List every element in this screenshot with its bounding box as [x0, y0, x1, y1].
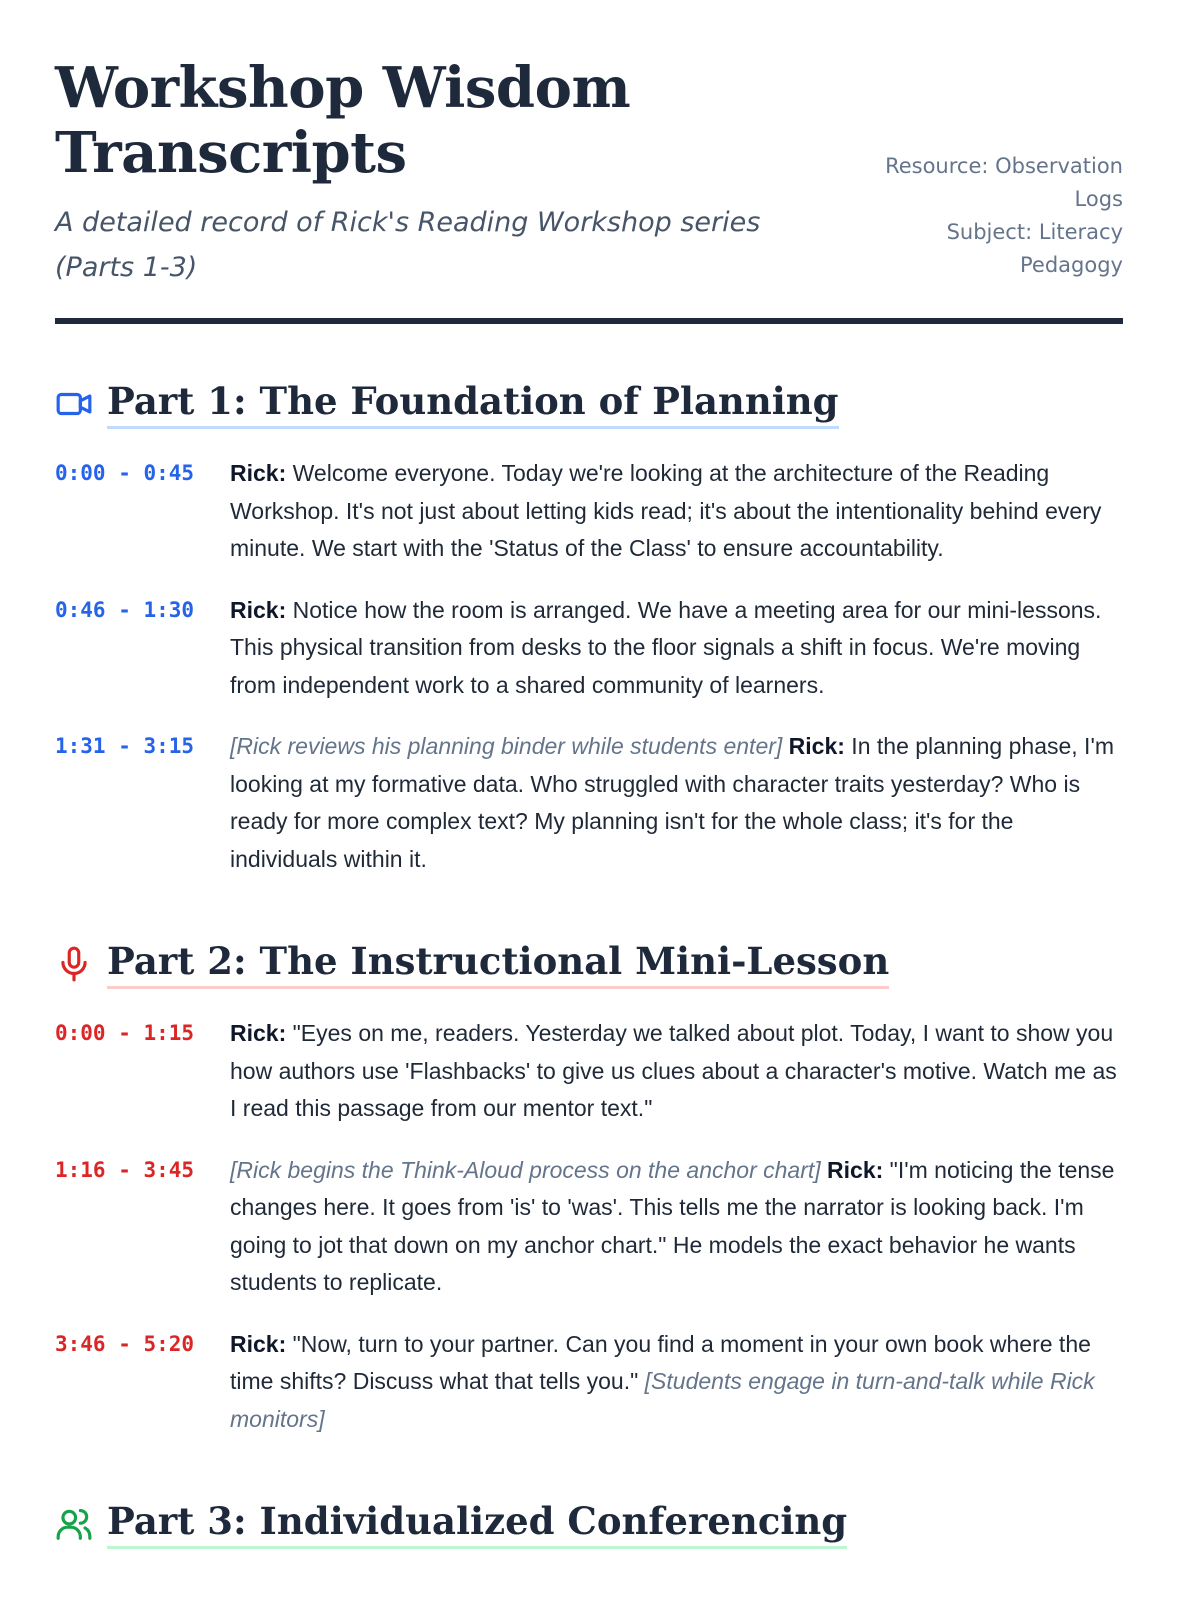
- transcript-text: [230, 728, 1123, 878]
- speaker-label: Rick:: [230, 1020, 287, 1046]
- part-1-section: [55, 378, 1123, 878]
- part-3-heading: [55, 1498, 1123, 1549]
- part-2-title: Part 2: The Instructional Mini-Lesson: [107, 938, 889, 989]
- part-3-section: [55, 1498, 1123, 1549]
- speaker-label: Rick:: [230, 460, 287, 486]
- speaker-label: Rick:: [827, 1156, 884, 1183]
- part-2-section: [55, 938, 1123, 1438]
- transcript-entry: [55, 1152, 1123, 1302]
- document-header: [55, 0, 1123, 324]
- transcript-entry: [55, 1015, 1123, 1128]
- page-title: [55, 56, 815, 186]
- dialogue: "Eyes on me, readers. Yesterday we talked about plot. Today, I want to show you how authors use 'Flashbacks' to give us clues about a character's motive. Watch me as I read this passage from our mentor text.": [230, 1020, 1117, 1121]
- timestamp: 0:00 - 1:15: [55, 1021, 195, 1045]
- speaker-label: Rick:: [230, 1330, 287, 1357]
- speaker-label: Rick:: [230, 596, 287, 623]
- transcript-entry: [55, 1326, 1123, 1439]
- part-2-heading: [55, 938, 1123, 989]
- page-subtitle: A detailed record of Rick's Reading Workshop series (Parts 1-3): [55, 207, 761, 283]
- dialogue: In the planning phase, I'm looking at my formative data. Who struggled with character traits yesterday? Who is ready for more complex text? My planning isn't for the whole class; it's for the individuals within it.: [230, 733, 1114, 872]
- title-block: [55, 56, 815, 290]
- speaker-label: Rick:: [788, 733, 845, 759]
- dialogue: "Now, turn to your partner. Can you find a moment in your own book where the time shifts? Discuss what that tells you.": [230, 1330, 1091, 1394]
- transcript-text: [230, 1015, 1123, 1128]
- stage-direction: [Students engage in turn-and-talk while Rick monitors]: [230, 1368, 1095, 1432]
- timestamp: 1:31 - 3:15: [55, 734, 195, 758]
- transcript-text: [230, 1326, 1123, 1439]
- transcript-entry: [55, 592, 1123, 705]
- part-3-title: Part 3: Individualized Conferencing: [107, 1498, 847, 1549]
- dialogue: Notice how the room is arranged. We have a meeting area for our mini-lessons. This physical transition from desks to the floor signals a shift in focus. We're moving from independent work to a shared community of learners.: [230, 596, 1102, 698]
- dialogue: "I'm noticing the tense changes here. It goes from 'is' to 'was'. This tells me the narrator is looking back. I'm going to jot that down on my anchor chart." He models the exact behavior he wants students to replicate.: [230, 1156, 1115, 1295]
- timestamp: 3:46 - 5:20: [55, 1331, 195, 1356]
- transcript-entry: [55, 728, 1123, 878]
- part-1-heading: [55, 378, 1123, 429]
- video-camera-icon: [55, 385, 93, 423]
- transcript-text: [230, 455, 1123, 568]
- users-icon: [55, 1505, 93, 1543]
- dialogue: Welcome everyone. Today we're looking at the architecture of the Reading Workshop. It's not just about letting kids read; it's about the intentionality behind every minute. We start with the 'Status of the Class' to ensure accountability.: [230, 460, 1102, 561]
- meta-resource: Resource: Observation Logs: [885, 154, 1123, 211]
- timestamp: 1:16 - 3:45: [55, 1157, 195, 1182]
- timestamp: 0:00 - 0:45: [55, 461, 195, 485]
- document-meta: [863, 150, 1123, 282]
- transcript-text: [230, 592, 1123, 705]
- microphone-icon: [55, 945, 93, 983]
- transcript-entry: [55, 455, 1123, 568]
- transcript-text: [230, 1152, 1123, 1302]
- stage-direction: [Rick begins the Think-Aloud process on the anchor chart]: [230, 1156, 821, 1183]
- stage-direction: [Rick reviews his planning binder while students enter]: [230, 733, 783, 759]
- timestamp: 0:46 - 1:30: [55, 597, 195, 622]
- part-1-title: Part 1: The Foundation of Planning: [107, 378, 839, 429]
- meta-subject: Subject: Literacy Pedagogy: [946, 220, 1123, 277]
- page-title-line-1: Workshop Wisdom: [55, 55, 631, 121]
- page-title-line-2: Transcripts: [55, 120, 407, 186]
